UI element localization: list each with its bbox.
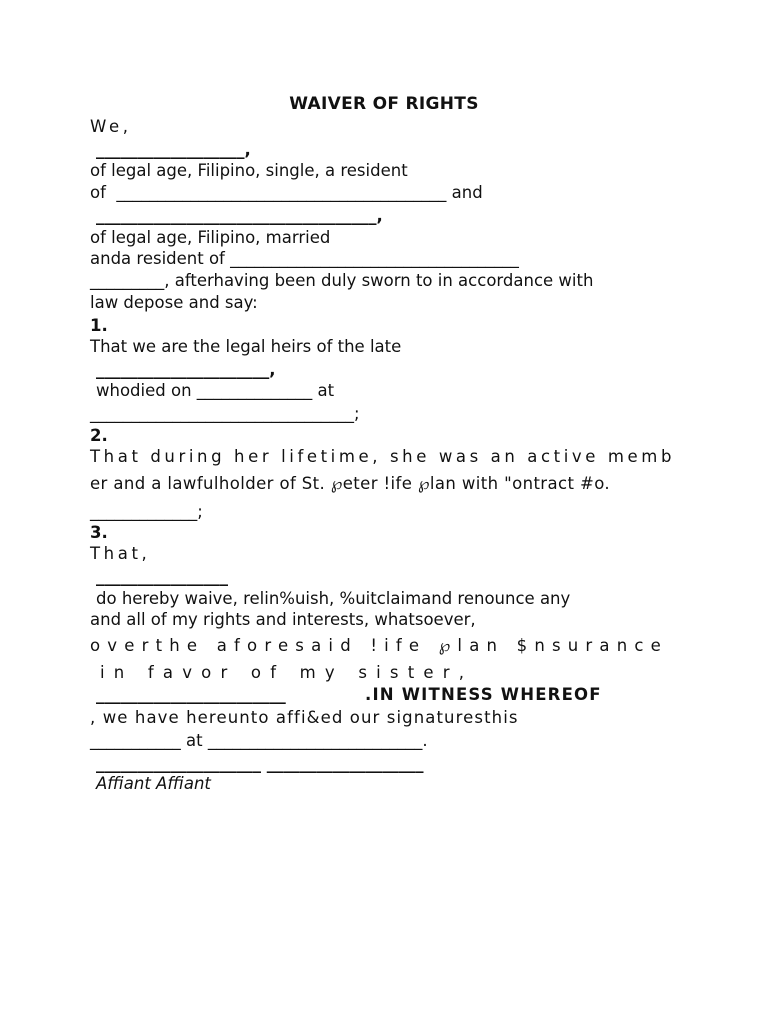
line-resident-of: anda resident of ___________________________________ xyxy=(90,249,519,268)
line-waive: do hereby waive, relin%uish, %uitclaimand renounce any xyxy=(96,589,571,608)
signature-lines: ____________________ ___________________ xyxy=(96,754,424,773)
line-signatures: , we have hereunto affi&ed our signaturesthis xyxy=(90,708,519,727)
line-of-resident-blank: of ________________________________________ and xyxy=(90,183,483,202)
line-that: That, xyxy=(90,544,151,563)
heading-in-witness-whereof: .IN WITNESS WHEREOF xyxy=(365,685,602,704)
line-rights-interests: and all of my rights and interests, whatsoever, xyxy=(90,610,476,629)
document-title: WAIVER OF RIGHTS xyxy=(289,94,479,114)
blank-name-1: __________________, xyxy=(96,140,251,159)
line-sworn: _________, afterhaving been duly sworn to in accordance with xyxy=(90,271,594,290)
line-life-plan-insurance: overthe aforesaid !ife ℘lan $nsurance xyxy=(90,636,669,655)
line-favor-sister: in favor of my sister, xyxy=(100,663,474,682)
line-legal-heirs: That we are the legal heirs of the late xyxy=(90,337,402,356)
blank-contract-number: _____________; xyxy=(90,502,203,521)
line-legal-age-married: of legal age, Filipino, married xyxy=(90,228,331,247)
blank-sister-name: _______________________ xyxy=(96,685,286,704)
blank-waiver-name: ________________ xyxy=(96,567,228,586)
section-number-3: 3. xyxy=(90,523,108,542)
blank-place: ________________________________; xyxy=(90,404,360,423)
line-depose: law depose and say: xyxy=(90,293,258,312)
section-number-1: 1. xyxy=(90,316,108,335)
line-legal-age-single: of legal age, Filipino, single, a resident xyxy=(90,161,408,180)
line-we: We, xyxy=(90,117,132,136)
line-lifetime: That during her lifetime, she was an active memb xyxy=(90,447,676,466)
line-date-place: ___________ at __________________________. xyxy=(90,731,428,750)
line-holder-contract: er and a lawfulholder of St. ℘eter !ife ℘lan with "ontract #o. xyxy=(90,474,611,493)
section-number-2: 2. xyxy=(90,426,108,445)
blank-deceased-name: _____________________, xyxy=(96,360,276,379)
signature-labels: Affiant Affiant xyxy=(96,774,211,793)
blank-name-2: __________________________________, xyxy=(96,206,383,225)
line-died-on: whodied on ______________ at xyxy=(96,381,335,400)
